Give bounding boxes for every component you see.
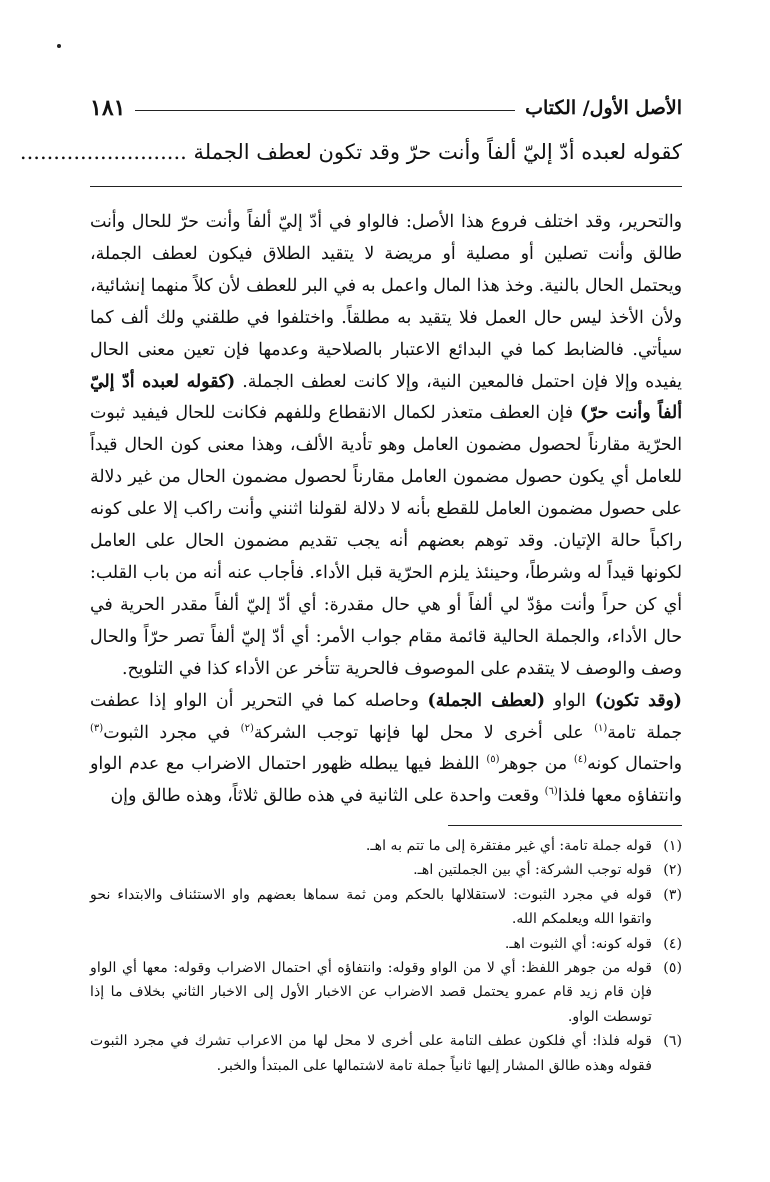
commentary [90, 207, 682, 813]
commentary-text: من جوهر [499, 754, 568, 775]
footnote-ref[interactable]: (٢) [240, 722, 254, 734]
commentary-text: فإن العطف متعذر لكمال الانقطاع وللفهم فكانت للحال فيفيد ثبوت الحرّية مقارناً لحصول مضمون العامل وهو تأدية الألف، وهذا معنى كون الحال قيداً للعامل أي يكون حصول مضمون العامل مقارناً لحصول مضمون الحال من غير دلالة على حصول مضمون العامل للقطع بأنه لا دلالة لقولنا اثنني وأنت راكب إلا على كونه راكباً حالة الإتيان. وقد توهم بعضهم أنه يجب تقديم مضمون الحال على العامل لكونها قيداً له وشرطاً، وحينئذ يلزم الحرّية قبل الأداء. فأجاب عنه أنه من باب القلب: أي كن حراً وأنت مؤدّ لي ألفاً أو هي حال مقدرة: أي أدّ إليّ ألفاً مقدر الحرية في حال الأداء، والجملة الحالية قائمة مقام جواب الأمر: أي أدّ إليّ ألفاً تصر حرّاً والحال وصف والوصف لا يتقدم على الموصوف فالحرية تتأخر عن الأداء كذا في التلويح. [90, 403, 682, 679]
footnote-number: (٦) [663, 1033, 682, 1050]
commentary-paragraph-2 [90, 686, 682, 814]
footnote-number: (٣) [663, 886, 682, 903]
footnote-text: قوله من جوهر اللفظ: أي لا من الواو وقوله: وانتفاؤه أي احتمال الاضراب وقوله: معها أي الواو فإن قام زيد قام عمرو يحتمل قصد الاضراب عن الاخبار الأول إلى الاخبار الثاني بخلاف ما إذا توسطت الواو. [90, 960, 652, 1025]
commentary-text: في مجرد الثبوت [103, 722, 231, 743]
matn-separator [90, 186, 682, 187]
commentary-text: اللفظ فيها يبطله ظهور احتمال الاضراب مع عدم الواو وانتفاؤه معها فلذا [90, 754, 682, 807]
footnote-text: قوله فلذا: أي فلكون عطف التامة على أخرى لا محل لها من الاعراب تشرك في مجرد الثبوت فقوله وهذه طالق المشار إليها ثانياً جملة تامة لاشتمالها على المبتدأ والخبر. [90, 1033, 652, 1074]
footnote-ref[interactable]: (٤) [573, 754, 588, 766]
footnote [90, 956, 682, 1029]
footnote [90, 883, 682, 932]
quoted-matn: (لعطف الجملة) [427, 690, 546, 711]
footnote-text: قوله جملة تامة: أي غير مفتقرة إلى ما تتم به اهـ. [365, 838, 652, 854]
footnote-number: (٢) [663, 862, 682, 879]
running-title: الأصل الأول/ الكتاب [525, 97, 682, 119]
footnote [90, 858, 682, 882]
footnote-number: (٤) [663, 935, 682, 952]
scan-speck [57, 44, 61, 48]
commentary-text: الواو [553, 690, 586, 711]
commentary-text: على أخرى لا محل لها فإنها توجب الشركة [253, 722, 584, 743]
page-header [90, 92, 682, 124]
footnote-ref[interactable]: (٦) [544, 786, 558, 798]
footnote-ref[interactable]: (٥) [486, 754, 500, 766]
footnotes [90, 834, 682, 1078]
quoted-matn: (كقوله لعبده أدّ إليّ ألفاً وأنت حرّ) [90, 371, 682, 424]
footnote [90, 1029, 682, 1078]
footnote-text: قوله في مجرد الثبوت: لاستقلالها بالحكم ومن ثمة سماها بعضهم واو الاستئناف والابتداء نحو واتقوا الله ويعلمكم الله. [90, 886, 652, 928]
commentary-text: وقعت واحدة على الثانية في هذه طالق ثلاثاً، وهذه طالق وإن [110, 786, 540, 807]
footnote-separator [448, 825, 682, 826]
footnote [90, 932, 682, 956]
footnote-text: قوله توجب الشركة: أي بين الجملتين اهـ. [413, 862, 652, 879]
footnote-ref[interactable]: (٣) [90, 722, 104, 734]
footnote-number: (٥) [663, 960, 682, 977]
matn-text: كقوله لعبده أدّ إليّ ألفاً وأنت حرّ وقد تكون لعطف الجملة ......................... [19, 140, 682, 164]
page-number: ١٨١ [90, 95, 126, 121]
header-rule [135, 110, 515, 111]
commentary-paragraph-1 [90, 207, 682, 686]
footnote-number: (١) [663, 838, 682, 854]
quoted-matn: (وقد تكون) [594, 690, 682, 711]
commentary-text: واحتمال كونه [587, 754, 682, 775]
footnote-text: قوله كونه: أي الثبوت اهـ. [504, 935, 652, 952]
footnote-ref[interactable]: (١) [594, 722, 608, 734]
commentary-text: والتحرير، وقد اختلف فروع هذا الأصل: فالواو في أدّ إليّ ألفاً وأنت حرّ للحال وأنت طالق وأنت تصلين أو مصلية أو مريضة لا يتقيد الطلاق فيكون لعطف الجملة، ويحتمل الحال بالنية. وخذ هذا المال واعمل به في البر للعطف لأن كلاً منهما إنشائية، ولأن الأخذ ليس حال العمل فلا يتقيد به مطلقاً. واختلفوا في طلقني ولك ألف كما سيأتي. فالضابط كما في البدائع الاعتبار بالصلاحية وعدمها فإن تعين معنى الحال يفيده وإلا فإن احتمل فالمعين النية، وإلا كانت لعطف الجملة. [90, 212, 682, 392]
footnote [90, 834, 682, 858]
commentary-text: وحاصله كما في التحرير أن الواو إذا عطفت جملة تامة [90, 690, 683, 743]
